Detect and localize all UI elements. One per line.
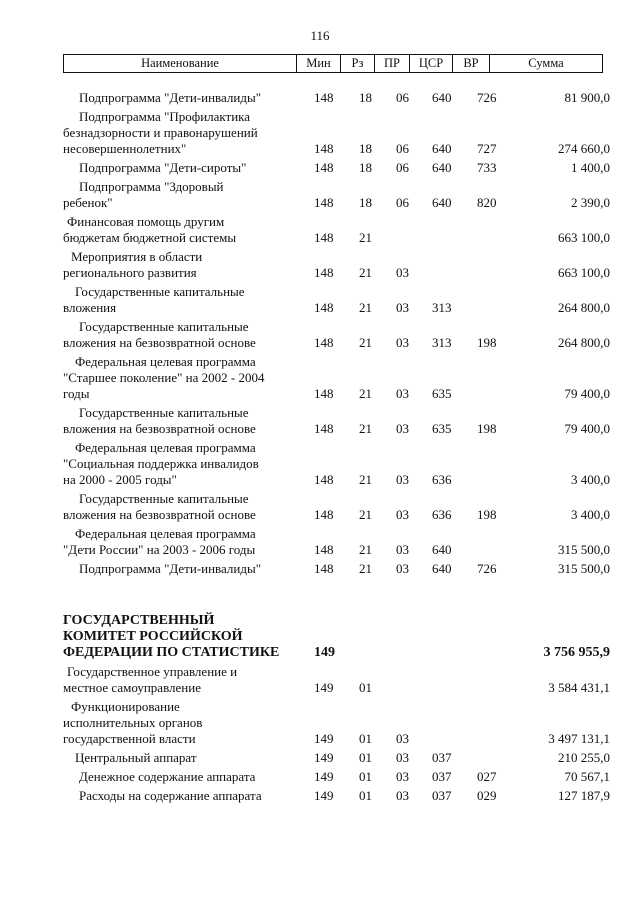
row-name-line: "Дети России" на 2003 - 2006 годы — [63, 542, 256, 557]
row-name-line: Подпрограмма "Здоровый — [79, 179, 224, 194]
header-csr: ЦСР — [410, 55, 453, 72]
cell-vr: 727 — [477, 141, 497, 156]
row-name-line: Государственные капитальные — [75, 284, 245, 299]
cell-min: 148 — [314, 472, 334, 487]
cell-sum: 127 187,9 — [558, 788, 610, 803]
row-name-line: вложения на безвозвратной основе — [63, 421, 256, 436]
cell-sum: 3 400,0 — [571, 472, 610, 487]
table-row — [0, 319, 640, 351]
cell-sum: 70 567,1 — [564, 769, 610, 784]
row-name-line: ГОСУДАРСТВЕННЫЙ — [63, 613, 215, 628]
row-name-line: Функционирование — [71, 699, 180, 714]
row-name — [0, 354, 298, 402]
table-row — [0, 613, 640, 661]
table-row — [0, 284, 640, 316]
cell-rz: 01 — [359, 731, 372, 746]
cell-rz: 21 — [359, 265, 372, 280]
row-name-line: Государственные капитальные — [79, 405, 249, 420]
cell-sum: 264 800,0 — [558, 335, 610, 350]
cell-rz: 18 — [359, 195, 372, 210]
cell-sum: 3 400,0 — [571, 507, 610, 522]
cell-csr: 640 — [432, 90, 452, 105]
cell-pr: 03 — [396, 769, 409, 784]
cell-pr: 03 — [396, 750, 409, 765]
cell-vr: 733 — [477, 160, 497, 175]
cell-rz: 21 — [359, 230, 372, 245]
header-vr: ВР — [453, 55, 490, 72]
cell-pr: 03 — [396, 300, 409, 315]
header-rz: Рз — [341, 55, 375, 72]
cell-vr: 198 — [477, 507, 497, 522]
cell-rz: 21 — [359, 561, 372, 576]
cell-vr: 820 — [477, 195, 497, 210]
cell-csr: 640 — [432, 561, 452, 576]
cell-csr: 640 — [432, 141, 452, 156]
row-name-line: КОМИТЕТ РОССИЙСКОЙ — [63, 629, 243, 644]
cell-pr: 03 — [396, 561, 409, 576]
row-name-line: Подпрограмма "Дети-сироты" — [79, 160, 247, 175]
row-name — [0, 769, 298, 785]
row-name-line: Подпрограмма "Дети-инвалиды" — [79, 561, 262, 576]
row-name-line: исполнительных органов — [63, 715, 203, 730]
table-row — [0, 90, 640, 106]
cell-csr: 640 — [432, 542, 452, 557]
cell-rz: 21 — [359, 300, 372, 315]
row-name-line: безнадзорности и правонарушений — [63, 125, 258, 140]
cell-pr: 06 — [396, 90, 409, 105]
page-number: 116 — [310, 28, 330, 43]
cell-csr: 037 — [432, 769, 452, 784]
cell-pr: 03 — [396, 421, 409, 436]
row-name — [0, 699, 298, 747]
cell-csr: 636 — [432, 472, 452, 487]
row-name-line: Мероприятия в области — [71, 249, 203, 264]
table-row — [0, 788, 640, 804]
cell-vr: 029 — [477, 788, 497, 803]
cell-min: 148 — [314, 300, 334, 315]
table-row — [0, 214, 640, 246]
row-name-line: регионального развития — [63, 265, 197, 280]
row-name — [0, 440, 298, 488]
cell-sum: 315 500,0 — [558, 561, 610, 576]
cell-rz: 01 — [359, 769, 372, 784]
cell-pr: 03 — [396, 542, 409, 557]
cell-sum: 81 900,0 — [564, 90, 610, 105]
header-sum: Сумма — [528, 56, 564, 70]
cell-csr: 640 — [432, 160, 452, 175]
table-row — [0, 179, 640, 211]
cell-sum: 3 756 955,9 — [543, 645, 610, 660]
cell-csr: 037 — [432, 750, 452, 765]
row-name-line: несовершеннолетних" — [63, 141, 187, 156]
row-name-line: "Старшее поколение" на 2002 - 2004 — [63, 370, 265, 385]
cell-min: 148 — [314, 230, 334, 245]
cell-rz: 21 — [359, 335, 372, 350]
row-name-line: Государственные капитальные — [79, 491, 249, 506]
row-name-line: "Социальная поддержка инвалидов — [63, 456, 259, 471]
row-name-line: ФЕДЕРАЦИИ ПО СТАТИСТИКЕ — [63, 645, 280, 660]
cell-vr: 726 — [477, 561, 497, 576]
cell-min: 149 — [314, 680, 334, 695]
header-name: Наименование — [64, 55, 297, 72]
cell-min: 149 — [314, 750, 334, 765]
cell-sum: 274 660,0 — [558, 141, 610, 156]
row-name — [0, 526, 298, 558]
cell-sum: 3 584 431,1 — [548, 680, 610, 695]
row-name-line: Федеральная целевая программа — [75, 440, 256, 455]
cell-csr: 313 — [432, 335, 452, 350]
table-row — [0, 561, 640, 577]
table-row — [0, 526, 640, 558]
row-name — [0, 491, 298, 523]
table-row — [0, 109, 640, 157]
cell-min: 148 — [314, 195, 334, 210]
table-header — [63, 54, 603, 73]
cell-pr: 03 — [396, 788, 409, 803]
row-name — [0, 179, 298, 211]
cell-min: 148 — [314, 542, 334, 557]
cell-csr: 636 — [432, 507, 452, 522]
row-name — [0, 405, 298, 437]
cell-sum: 264 800,0 — [558, 300, 610, 315]
table-row — [0, 769, 640, 785]
cell-vr: 198 — [477, 335, 497, 350]
cell-pr: 06 — [396, 141, 409, 156]
table-row — [0, 249, 640, 281]
table-row — [0, 405, 640, 437]
cell-rz: 21 — [359, 421, 372, 436]
row-name-line: годы — [63, 386, 90, 401]
cell-rz: 01 — [359, 680, 372, 695]
cell-min: 149 — [314, 788, 334, 803]
cell-pr: 03 — [396, 507, 409, 522]
table-row — [0, 750, 640, 766]
cell-sum: 2 390,0 — [571, 195, 610, 210]
cell-sum: 210 255,0 — [558, 750, 610, 765]
cell-rz: 21 — [359, 472, 372, 487]
cell-sum: 663 100,0 — [558, 265, 610, 280]
row-name-line: Государственные капитальные — [79, 319, 249, 334]
cell-min: 148 — [314, 141, 334, 156]
row-name-line: Денежное содержание аппарата — [79, 769, 256, 784]
cell-pr: 03 — [396, 472, 409, 487]
header-pr: ПР — [375, 55, 410, 72]
cell-sum: 315 500,0 — [558, 542, 610, 557]
row-name — [0, 214, 298, 246]
row-name — [0, 90, 298, 106]
cell-csr: 640 — [432, 195, 452, 210]
table-row — [0, 160, 640, 176]
row-name — [0, 109, 298, 157]
cell-min: 148 — [314, 160, 334, 175]
cell-pr: 06 — [396, 160, 409, 175]
cell-min: 149 — [314, 769, 334, 784]
row-name — [0, 249, 298, 281]
cell-csr: 313 — [432, 300, 452, 315]
row-name-line: вложения — [63, 300, 117, 315]
cell-pr: 03 — [396, 335, 409, 350]
row-name-line: вложения на безвозвратной основе — [63, 507, 256, 522]
cell-min: 148 — [314, 421, 334, 436]
cell-min: 148 — [314, 335, 334, 350]
row-name-line: Расходы на содержание аппарата — [79, 788, 262, 803]
cell-vr: 198 — [477, 421, 497, 436]
cell-sum: 1 400,0 — [571, 160, 610, 175]
cell-csr: 037 — [432, 788, 452, 803]
cell-rz: 01 — [359, 750, 372, 765]
row-name-line: местное самоуправление — [63, 680, 201, 695]
cell-csr: 635 — [432, 421, 452, 436]
cell-rz: 18 — [359, 141, 372, 156]
cell-min: 149 — [314, 645, 335, 660]
cell-rz: 21 — [359, 507, 372, 522]
cell-min: 148 — [314, 386, 334, 401]
row-name-line: Подпрограмма "Профилактика — [79, 109, 251, 124]
row-name — [0, 284, 298, 316]
cell-pr: 03 — [396, 731, 409, 746]
row-name-line: вложения на безвозвратной основе — [63, 335, 256, 350]
cell-min: 148 — [314, 90, 334, 105]
cell-min: 149 — [314, 731, 334, 746]
row-name-line: на 2000 - 2005 годы" — [63, 472, 177, 487]
cell-min: 148 — [314, 561, 334, 576]
row-name-line: Центральный аппарат — [75, 750, 197, 765]
cell-rz: 21 — [359, 542, 372, 557]
row-name — [0, 561, 298, 577]
row-name-line: Финансовая помощь другим — [67, 214, 225, 229]
cell-sum: 79 400,0 — [564, 421, 610, 436]
cell-sum: 79 400,0 — [564, 386, 610, 401]
table-row — [0, 699, 640, 747]
row-name — [0, 319, 298, 351]
table-row — [0, 354, 640, 402]
row-name — [0, 160, 298, 176]
table-row — [0, 664, 640, 696]
row-name — [0, 664, 298, 696]
cell-rz: 18 — [359, 90, 372, 105]
row-name — [0, 613, 298, 661]
header-min: Мин — [297, 55, 341, 72]
cell-csr: 635 — [432, 386, 452, 401]
cell-pr: 03 — [396, 386, 409, 401]
table-body — [0, 90, 640, 807]
row-name-line: Государственное управление и — [67, 664, 238, 679]
row-name-line: государственной власти — [63, 731, 196, 746]
row-name — [0, 788, 298, 804]
row-name-line: Подпрограмма "Дети-инвалиды" — [79, 90, 262, 105]
cell-pr: 03 — [396, 265, 409, 280]
row-name-line: ребенок" — [63, 195, 113, 210]
table-row — [0, 491, 640, 523]
cell-pr: 06 — [396, 195, 409, 210]
cell-min: 148 — [314, 507, 334, 522]
cell-sum: 663 100,0 — [558, 230, 610, 245]
cell-rz: 21 — [359, 386, 372, 401]
cell-rz: 18 — [359, 160, 372, 175]
row-name — [0, 750, 298, 766]
cell-vr: 726 — [477, 90, 497, 105]
cell-vr: 027 — [477, 769, 497, 784]
cell-sum: 3 497 131,1 — [548, 731, 610, 746]
cell-rz: 01 — [359, 788, 372, 803]
row-name-line: бюджетам бюджетной системы — [63, 230, 237, 245]
row-name-line: Федеральная целевая программа — [75, 526, 256, 541]
cell-min: 148 — [314, 265, 334, 280]
row-name-line: Федеральная целевая программа — [75, 354, 256, 369]
table-row — [0, 440, 640, 488]
